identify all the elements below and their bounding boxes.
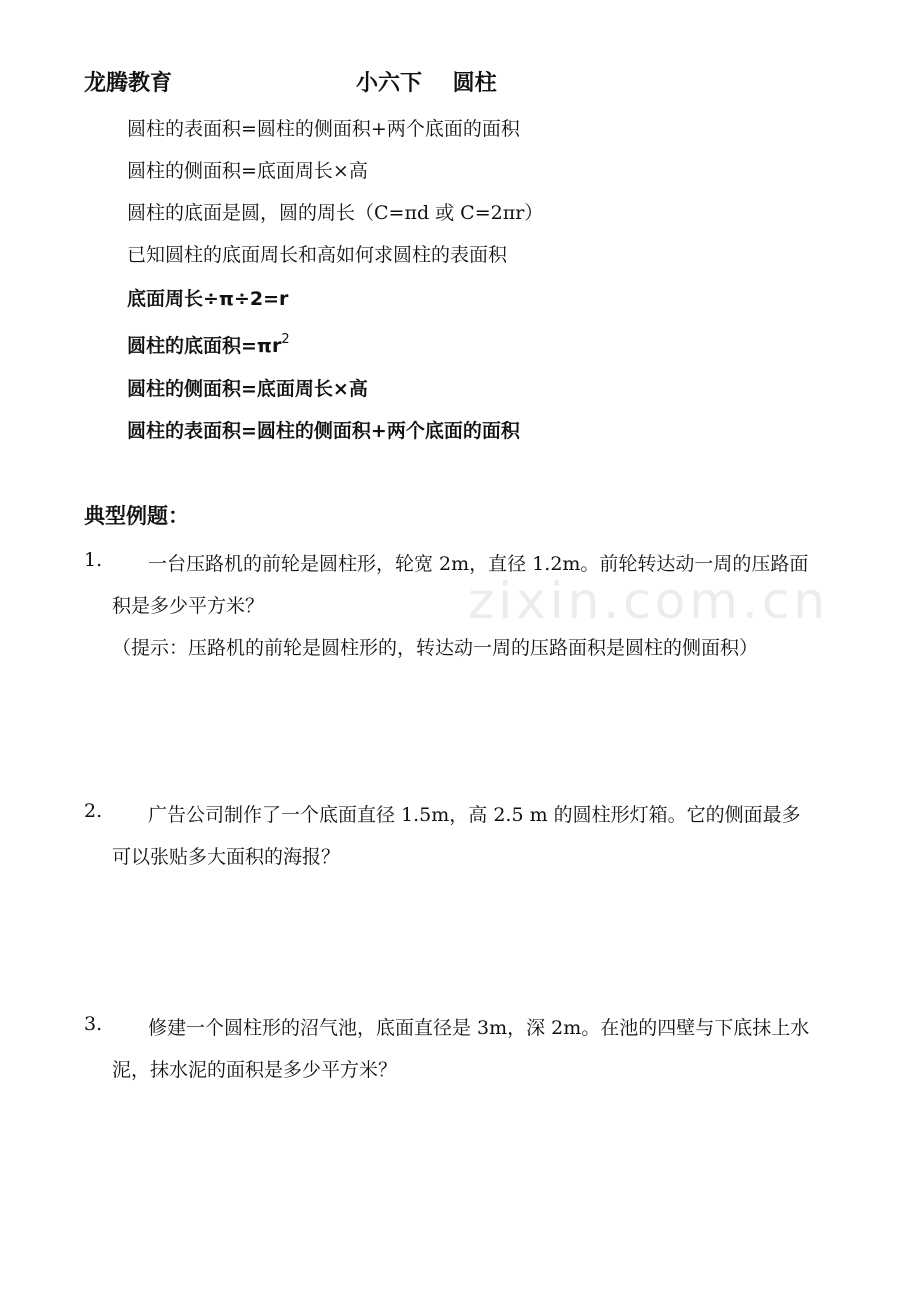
page-header [84, 66, 844, 100]
formula-lateral-area: 圆柱的侧面积=底面周长×高 [127, 160, 368, 182]
problem-text-line2: 泥，抹水泥的面积是多少平方米？ [112, 1059, 398, 1081]
problem-text-line2: 积是多少平方米？ [112, 595, 265, 617]
problem-text-line1: 广告公司制作了一个底面直径 1.5m，高 2.5 m 的圆柱形灯箱。它的侧面最多 [148, 804, 801, 826]
problem-text-line1: 一台压路机的前轮是圆柱形，轮宽 2m，直径 1.2m。前轮转达动一周的压路面 [148, 553, 809, 575]
formula-lateral-bold: 圆柱的侧面积=底面周长×高 [127, 378, 368, 400]
section-title: 典型例题： [84, 504, 189, 528]
problem-1-hint: （提示：压路机的前轮是圆柱形的，转达动一周的压路面积是圆柱的侧面积） [112, 637, 759, 659]
problem-number: 1. [84, 549, 103, 571]
problem-number: 3. [84, 1013, 103, 1035]
watermark: zixin.com.cn [468, 572, 830, 630]
formula-base-area-exponent: 2 [281, 332, 290, 347]
course-title: 小六下 圆柱 [356, 71, 497, 96]
formula-circumference: 圆柱的底面是圆，圆的周长（C=πd 或 C=2πr） [127, 202, 544, 224]
formula-question: 已知圆柱的底面周长和高如何求圆柱的表面积 [127, 244, 508, 266]
problem-number: 2. [84, 800, 103, 822]
formula-surface-area: 圆柱的表面积=圆柱的侧面积+两个底面的面积 [127, 118, 520, 140]
org-name: 龙腾教育 [84, 71, 173, 96]
formula-base-area [127, 331, 290, 358]
formula-base-area-text: 圆柱的底面积=πr [127, 335, 282, 357]
formula-radius: 底面周长÷π÷2=r [127, 288, 289, 310]
problem-text-line2: 可以张贴多大面积的海报？ [112, 846, 341, 868]
formula-surface-bold: 圆柱的表面积=圆柱的侧面积+两个底面的面积 [127, 420, 520, 442]
problem-text-line1: 修建一个圆柱形的沼气池，底面直径是 3m，深 2m。在池的四壁与下底抹上水 [148, 1017, 810, 1039]
